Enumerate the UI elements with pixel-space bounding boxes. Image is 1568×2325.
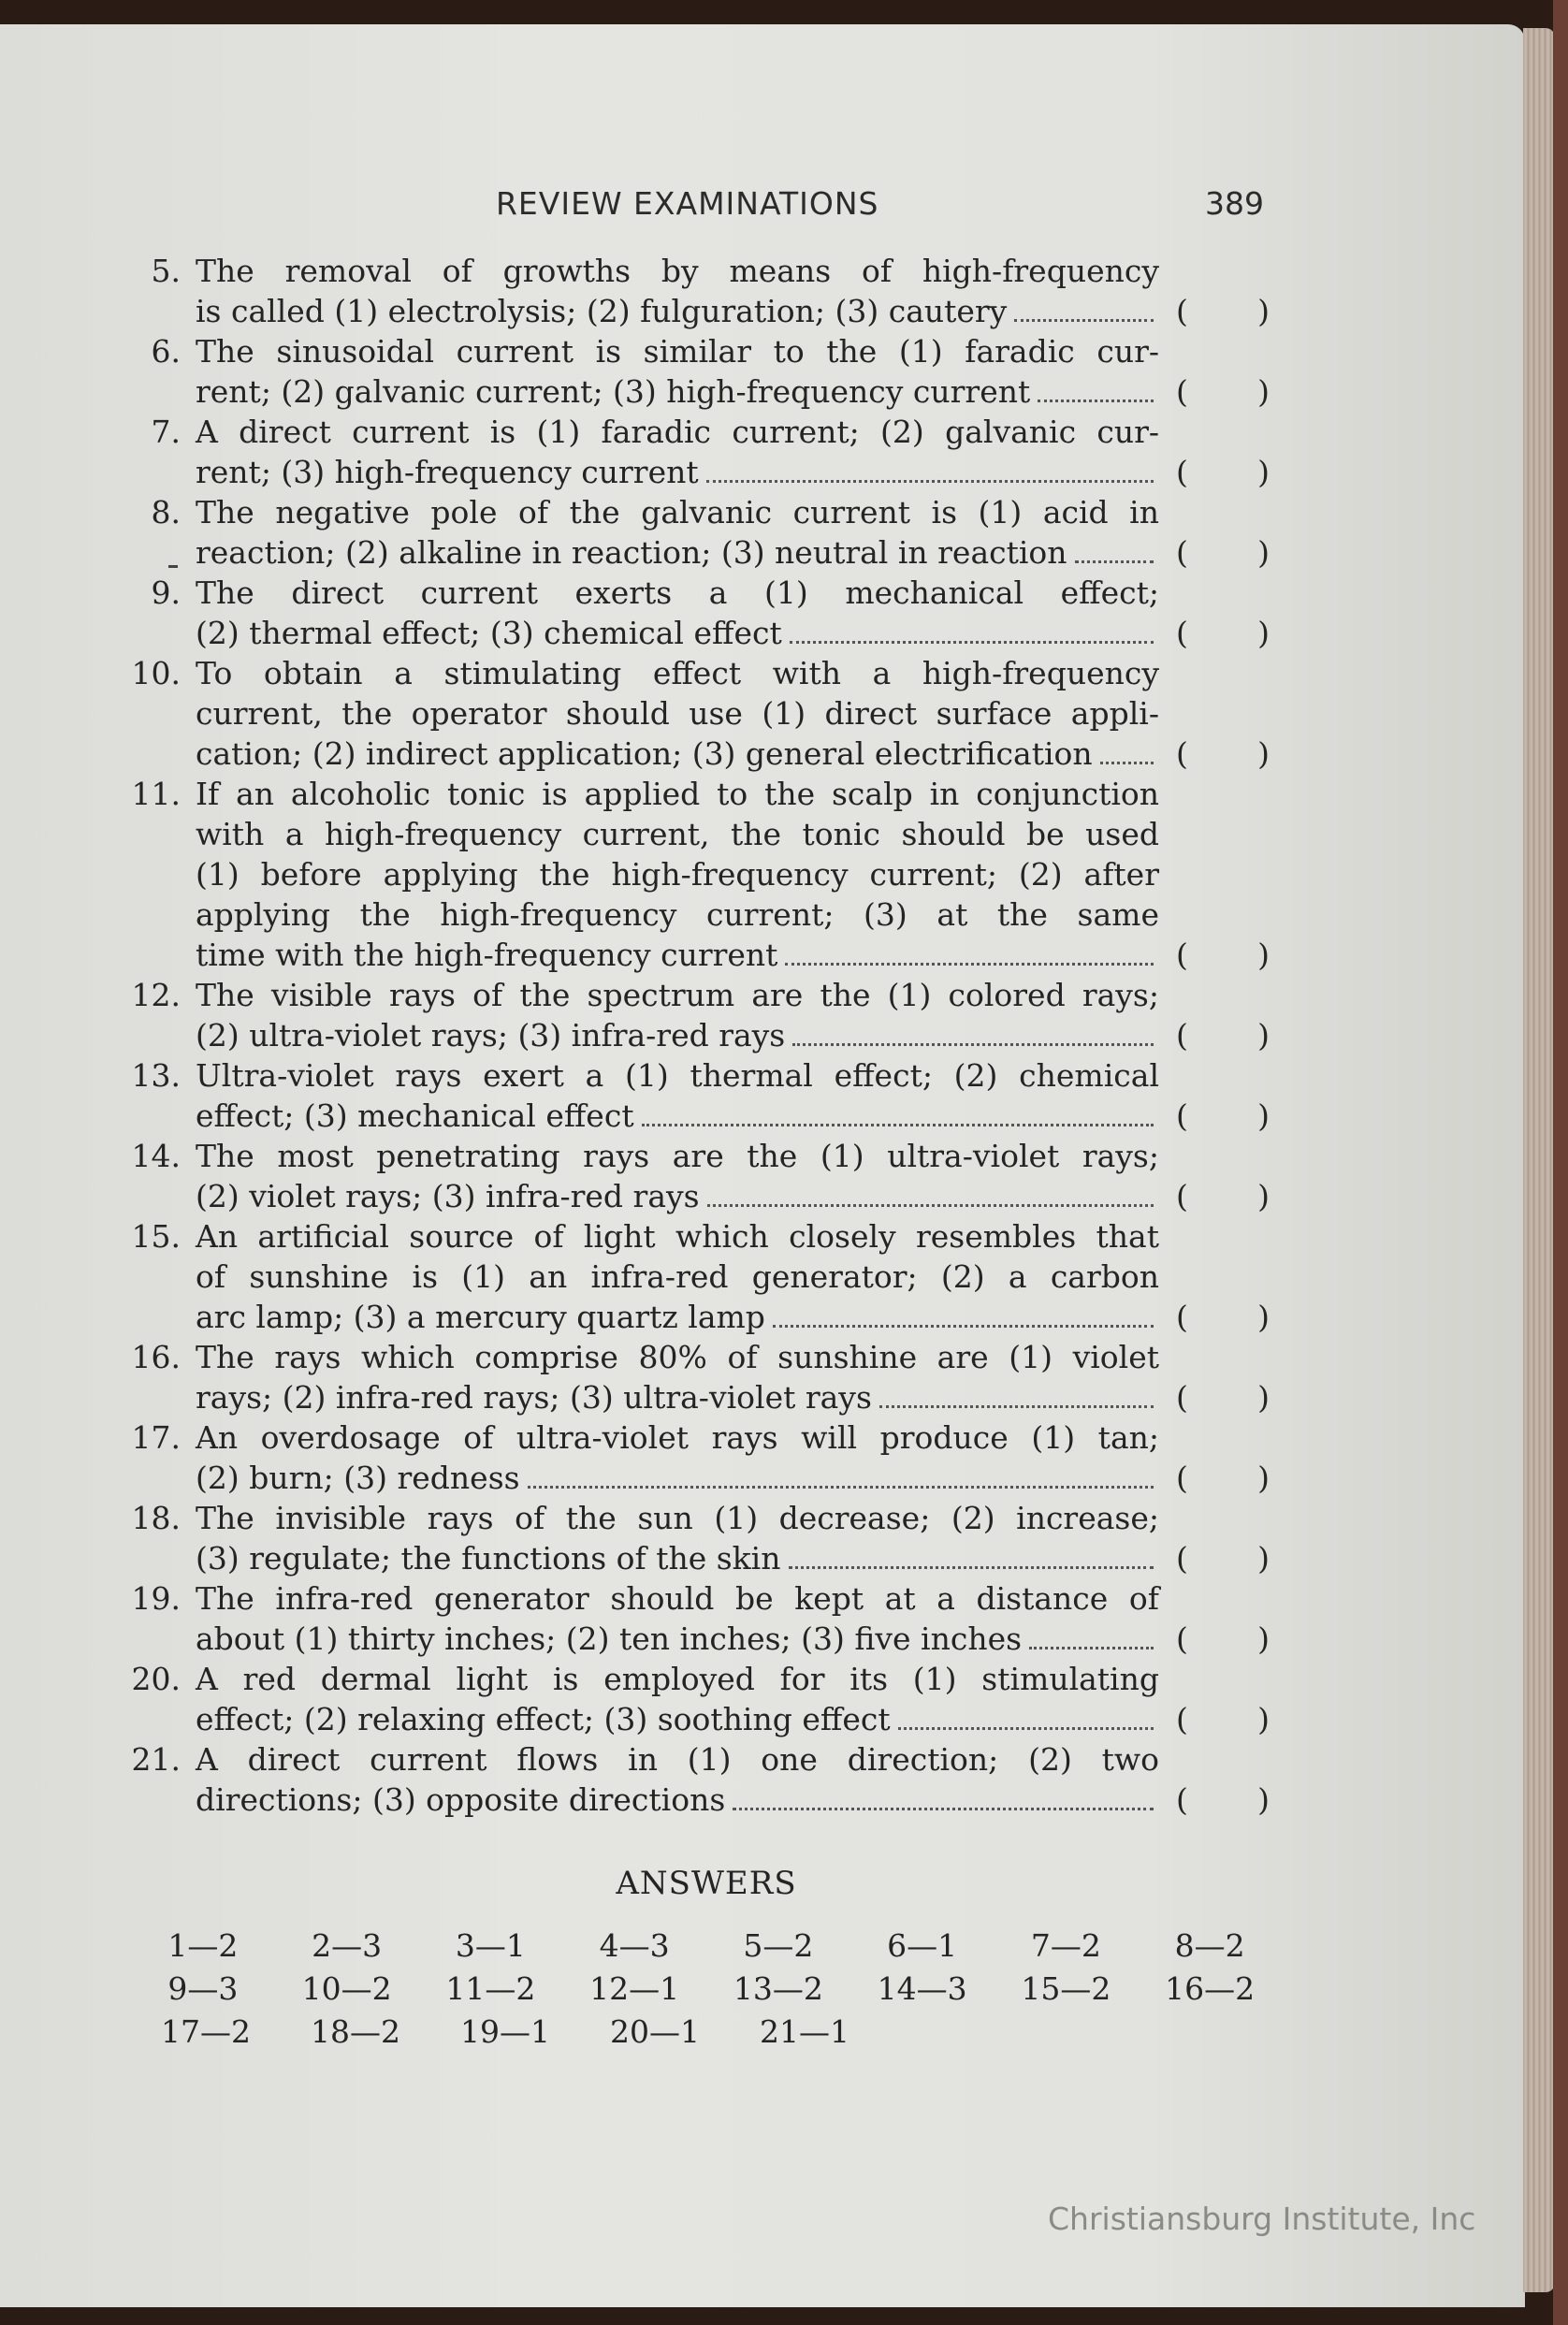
- book-binding: [1553, 0, 1568, 2325]
- answer-blank-open: (: [1176, 534, 1188, 571]
- answer-blank: [1176, 1377, 1270, 1417]
- dot-leader: [879, 1404, 1154, 1408]
- answer-key: 11—2: [445, 1970, 536, 2007]
- dot-leader: [1100, 761, 1154, 764]
- answer-blank-close: ): [1257, 1460, 1270, 1496]
- answer-blank-close: ): [1257, 615, 1270, 651]
- question-number: 5.: [151, 253, 181, 289]
- answer-row: [131, 1927, 1282, 1970]
- answer-row: [131, 1970, 1282, 2013]
- question-text-line: (2) ultra-violet rays; (3) infra-red rays: [196, 1017, 786, 1054]
- answer-blank: [1176, 452, 1270, 492]
- question-number: 7.: [151, 414, 181, 450]
- answer-blank: [1176, 734, 1270, 774]
- question-item: [0, 774, 1525, 975]
- answer-row: [131, 2013, 1282, 2056]
- question-text-line: rent; (2) galvanic current; (3) high-frequency current: [196, 373, 1031, 410]
- answer-blank: [1176, 1780, 1270, 1820]
- answer-key: 1—2: [167, 1927, 239, 1964]
- question-item: [0, 1216, 1525, 1337]
- question-text-line: The negative pole of the galvanic current is (1) acid in: [196, 494, 1159, 530]
- answer-blank-close: ): [1257, 1540, 1270, 1577]
- question-text-line: (1) before applying the high-frequency current; (2) after: [196, 856, 1159, 893]
- question-number: 14.: [131, 1138, 181, 1174]
- answer-key: 2—3: [312, 1927, 383, 1964]
- answer-key: 20—1: [610, 2013, 700, 2050]
- answer-blank-close: ): [1257, 293, 1270, 329]
- question-text-line: of sunshine is (1) an infra-red generator; (2) a carbon: [196, 1258, 1159, 1295]
- answer-key: 6—1: [887, 1927, 958, 1964]
- question-text-line: (3) regulate; the functions of the skin: [196, 1540, 781, 1577]
- question-number: 19.: [131, 1580, 181, 1617]
- question-text-line: The direct current exerts a (1) mechanical effect;: [196, 574, 1159, 611]
- answer-blank-close: ): [1257, 1701, 1270, 1737]
- answer-blank-close: ): [1257, 1097, 1270, 1134]
- answer-blank-open: (: [1176, 1017, 1188, 1054]
- answer-blank-close: ): [1257, 373, 1270, 410]
- answer-blank: [1176, 1699, 1270, 1739]
- answer-blank-close: ): [1257, 1017, 1270, 1054]
- question-number: 12.: [131, 977, 181, 1013]
- question-list: [0, 251, 1525, 1820]
- answer-blank-close: ): [1257, 937, 1270, 973]
- answer-key: 17—2: [161, 2013, 251, 2050]
- question-item: [0, 653, 1525, 774]
- question-text-line: is called (1) electrolysis; (2) fulguration; (3) cautery: [196, 293, 1008, 329]
- question-item: [0, 251, 1525, 331]
- question-text-line: The most penetrating rays are the (1) ultra-violet rays;: [196, 1138, 1159, 1174]
- answer-blank: [1176, 1096, 1270, 1136]
- answer-blank: [1176, 1176, 1270, 1216]
- question-item: [0, 1739, 1525, 1820]
- answer-blank-close: ): [1257, 1299, 1270, 1335]
- question-text-line: applying the high-frequency current; (3) at the same: [196, 896, 1159, 933]
- question-item: [0, 1417, 1525, 1498]
- answer-blank-close: ): [1257, 1781, 1270, 1818]
- question-text-line: reaction; (2) alkaline in reaction; (3) neutral in reaction: [196, 534, 1067, 571]
- answer-blank-open: (: [1176, 454, 1188, 490]
- question-text-line: The visible rays of the spectrum are the (1) colored rays;: [196, 977, 1159, 1013]
- dot-leader: [785, 962, 1154, 966]
- question-text-line: The sinusoidal current is similar to the (1) faradic cur-: [196, 333, 1159, 370]
- dot-leader: [642, 1123, 1154, 1126]
- question-item: [0, 1498, 1525, 1578]
- question-number: 9.: [151, 574, 181, 611]
- answer-key: 13—2: [733, 1970, 823, 2007]
- question-text-line: The infra-red generator should be kept at a distance of: [196, 1580, 1159, 1617]
- answer-blank: [1176, 1015, 1270, 1055]
- answer-blank-open: (: [1176, 735, 1188, 772]
- question-text-line: A red dermal light is employed for its (1) stimulating: [196, 1661, 1159, 1697]
- answer-blank: [1176, 291, 1270, 331]
- dot-leader: [733, 1807, 1154, 1810]
- question-text-line: (2) burn; (3) redness: [196, 1460, 520, 1496]
- answer-blank: [1176, 371, 1270, 412]
- answer-blank-open: (: [1176, 1620, 1188, 1657]
- question-number: 8.: [151, 494, 181, 530]
- question-item: [0, 1337, 1525, 1417]
- question-number: 6.: [151, 333, 181, 370]
- question-text-line: arc lamp; (3) a mercury quartz lamp: [196, 1299, 765, 1335]
- question-item: [0, 975, 1525, 1055]
- question-text-line: effect; (3) mechanical effect: [196, 1097, 634, 1134]
- question-text-line: The invisible rays of the sun (1) decrease; (2) increase;: [196, 1500, 1159, 1536]
- answer-blank: [1176, 532, 1270, 573]
- question-number: 16.: [131, 1339, 181, 1375]
- answer-blank: [1176, 1458, 1270, 1498]
- question-text-line: about (1) thirty inches; (2) ten inches; (3) five inches: [196, 1620, 1023, 1657]
- question-text-line: time with the high-frequency current: [196, 937, 778, 973]
- question-number: 17.: [131, 1419, 181, 1456]
- page-number: 389: [1205, 185, 1264, 222]
- question-item: [0, 412, 1525, 492]
- question-text-line: A direct current is (1) faradic current; (2) galvanic cur-: [196, 414, 1159, 450]
- question-item: [0, 1578, 1525, 1659]
- dot-leader: [1075, 559, 1154, 563]
- answer-key: 16—2: [1165, 1970, 1256, 2007]
- answer-key: 9—3: [167, 1970, 239, 2007]
- question-text-line: effect; (2) relaxing effect; (3) soothing effect: [196, 1701, 891, 1737]
- answer-blank-open: (: [1176, 1379, 1188, 1416]
- dot-leader: [898, 1726, 1154, 1730]
- question-text-line: An overdosage of ultra-violet rays will produce (1) tan;: [196, 1419, 1159, 1456]
- answer-blank: [1176, 613, 1270, 653]
- question-item: [0, 1136, 1525, 1216]
- question-text-line: An artificial source of light which closely resembles that: [196, 1218, 1159, 1255]
- question-text-line: If an alcoholic tonic is applied to the scalp in conjunction: [196, 776, 1159, 812]
- watermark: Christiansburg Institute, Inc: [1048, 2201, 1476, 2237]
- answer-blank-open: (: [1176, 373, 1188, 410]
- dot-leader: [790, 640, 1154, 644]
- answer-blank-open: (: [1176, 937, 1188, 973]
- question-number: 10.: [131, 655, 181, 691]
- answer-key: 21—1: [760, 2013, 849, 2050]
- dot-leader: [706, 479, 1154, 483]
- answer-blank-open: (: [1176, 293, 1188, 329]
- question-text-line: directions; (3) opposite directions: [196, 1781, 726, 1818]
- answer-blank-open: (: [1176, 615, 1188, 651]
- answer-key: 18—2: [311, 2013, 400, 2050]
- question-text-line: A direct current flows in (1) one direction; (2) two: [196, 1741, 1159, 1778]
- question-text-line: cation; (2) indirect application; (3) general electrification: [196, 735, 1093, 772]
- answer-blank-open: (: [1176, 1540, 1188, 1577]
- answer-key: 15—2: [1021, 1970, 1111, 2007]
- question-item: [0, 1055, 1525, 1136]
- question-text-line: The rays which comprise 80% of sunshine are (1) violet: [196, 1339, 1159, 1375]
- dot-leader: [1014, 318, 1154, 322]
- dot-leader: [528, 1485, 1154, 1489]
- answer-blank-open: (: [1176, 1701, 1188, 1737]
- answer-key: 14—3: [877, 1970, 967, 2007]
- answer-blank: [1176, 1297, 1270, 1337]
- question-text-line: The removal of growths by means of high-frequency: [196, 253, 1159, 289]
- question-item: [0, 573, 1525, 653]
- question-text-line: rays; (2) infra-red rays; (3) ultra-violet rays: [196, 1379, 872, 1416]
- dot-leader: [1038, 399, 1154, 402]
- answer-blank: [1176, 935, 1270, 975]
- answer-key: 3—1: [455, 1927, 526, 1964]
- answer-key: 10—2: [301, 1970, 392, 2007]
- question-text-line: (2) violet rays; (3) infra-red rays: [196, 1178, 700, 1214]
- answer-blank-open: (: [1176, 1097, 1188, 1134]
- question-number: 20.: [131, 1661, 181, 1697]
- answer-blank-close: ): [1257, 454, 1270, 490]
- question-text-line: (2) thermal effect; (3) chemical effect: [196, 615, 782, 651]
- answer-blank-close: ): [1257, 735, 1270, 772]
- answer-key: 7—2: [1030, 1927, 1101, 1964]
- dot-leader: [773, 1324, 1154, 1328]
- question-item: [0, 331, 1525, 412]
- answer-blank-open: (: [1176, 1178, 1188, 1214]
- question-number: 15.: [131, 1218, 181, 1255]
- answer-blank-close: ): [1257, 534, 1270, 571]
- question-text-line: current, the operator should use (1) direct surface appli-: [196, 695, 1159, 732]
- answers-grid: [131, 1927, 1282, 2056]
- answer-key: 19—1: [460, 2013, 550, 2050]
- answer-blank-close: ): [1257, 1620, 1270, 1657]
- question-text-line: To obtain a stimulating effect with a high-frequency: [196, 655, 1159, 691]
- answer-blank-open: (: [1176, 1781, 1188, 1818]
- dot-leader: [792, 1042, 1154, 1046]
- page-edges: [1523, 28, 1555, 2292]
- answer-blank-open: (: [1176, 1460, 1188, 1496]
- running-head: REVIEW EXAMINATIONS: [496, 185, 879, 222]
- question-number: 18.: [131, 1500, 181, 1536]
- dot-leader: [789, 1565, 1154, 1569]
- question-number: 11.: [131, 776, 181, 812]
- answer-key: 8—2: [1174, 1927, 1245, 1964]
- question-item: [0, 492, 1525, 573]
- answer-key: 5—2: [743, 1927, 814, 1964]
- answers-title: ANSWERS: [616, 1865, 797, 1902]
- question-text-line: rent; (3) high-frequency current: [196, 454, 699, 490]
- answer-blank-close: ): [1257, 1379, 1270, 1416]
- question-number: 21.: [131, 1741, 181, 1778]
- page-header: [0, 185, 1525, 232]
- answer-key: 4—3: [599, 1927, 670, 1964]
- dot-leader: [707, 1203, 1154, 1207]
- answer-blank: [1176, 1538, 1270, 1578]
- dot-leader: [1029, 1646, 1154, 1649]
- answer-blank-close: ): [1257, 1178, 1270, 1214]
- answer-key: 12—1: [589, 1970, 680, 2007]
- question-text-line: with a high-frequency current, the tonic should be used: [196, 816, 1159, 852]
- question-text-line: Ultra-violet rays exert a (1) thermal effect; (2) chemical: [196, 1057, 1159, 1094]
- question-item: [0, 1659, 1525, 1739]
- answer-blank-open: (: [1176, 1299, 1188, 1335]
- answer-blank: [1176, 1619, 1270, 1659]
- question-number: 13.: [131, 1057, 181, 1094]
